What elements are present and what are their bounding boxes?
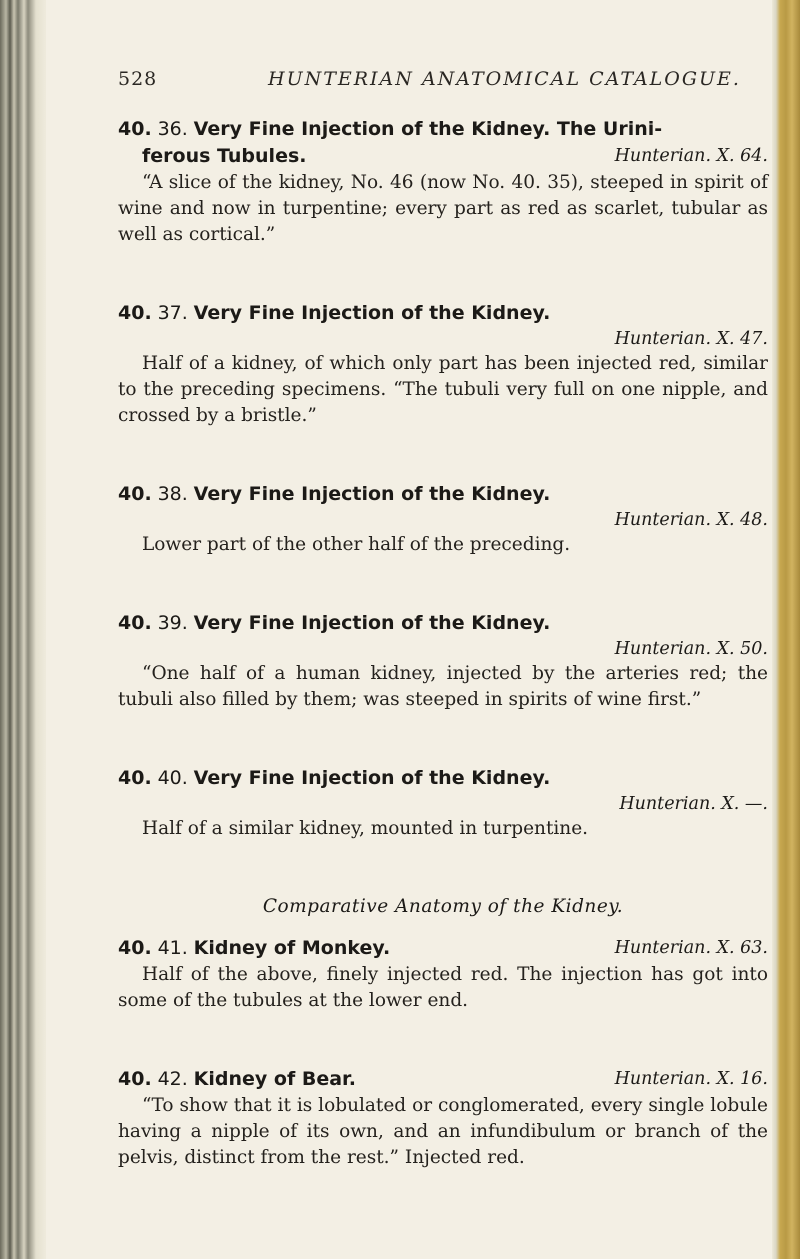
running-head [118, 62, 768, 102]
entry-heading [118, 116, 768, 170]
entry-description: “To show that it is lobulated or conglomerated, every single lobule having a nipple of its own, and an infundibulum or branch of the pelvis, distinct from the rest.” Injected red. [118, 1095, 768, 1168]
entry-heading [118, 1066, 768, 1093]
entry-heading [118, 481, 768, 508]
binding-shadow [0, 0, 46, 1259]
catalogue-entry-40-37 [118, 300, 768, 429]
entry-source: Hunterian. X. 16. [614, 1069, 768, 1089]
entry-heading [118, 765, 768, 792]
section-heading: Comparative Anatomy of the Kidney. [262, 896, 624, 917]
entry-title-continued: ferous Tubules. [142, 145, 307, 167]
catalogue-page [118, 62, 768, 1171]
entry-description: “A slice of the kidney, No. 46 (now No. 40. 35), steeped in spirit of wine and now in turpentine; every part as red as scarlet, tubular as well as cortical.” [118, 172, 768, 245]
entry-title: Very Fine Injection of the Kidney. [193, 302, 551, 324]
entry-number: 38. [157, 483, 188, 505]
entry-source: Hunterian. X. 48. [614, 510, 768, 530]
entry-source: Hunterian. X. 63. [614, 938, 768, 958]
entry-title: Very Fine Injection of the Kidney. [193, 483, 551, 505]
entry-code: 40. [118, 612, 152, 634]
catalogue-entry-40-40 [118, 765, 768, 842]
entry-heading [118, 935, 768, 962]
catalogue-entry-40-39 [118, 610, 768, 713]
entry-number: 40. [157, 767, 188, 789]
entry-title: Very Fine Injection of the Kidney. [193, 612, 551, 634]
entry-code: 40. [118, 302, 152, 324]
entry-description: Half of a similar kidney, mounted in turpentine. [142, 818, 589, 839]
entry-number: 36. [157, 118, 188, 140]
entry-description: Lower part of the other half of the preceding. [142, 534, 571, 555]
entry-heading [118, 300, 768, 327]
catalogue-entry-40-38 [118, 481, 768, 558]
page-number: 528 [118, 68, 158, 90]
entry-title: Kidney of Bear. [193, 1068, 356, 1090]
entry-source: Hunterian. X. 47. [614, 329, 768, 349]
entry-number: 37. [157, 302, 188, 324]
entry-number: 39. [157, 612, 188, 634]
entry-source: Hunterian. X. 50. [614, 639, 768, 659]
entry-description: “One half of a human kidney, injected by the arteries red; the tubuli also filled by them; was steeped in spirits of wine first.” [118, 663, 768, 710]
entry-description: Half of the above, finely injected red. The injection has got into some of the tubules at the lower end. [118, 964, 768, 1011]
entry-source: Hunterian. X. —. [619, 794, 768, 814]
running-title: HUNTERIAN ANATOMICAL CATALOGUE. [268, 68, 741, 90]
catalogue-entry-40-42 [118, 1066, 768, 1171]
entry-title: Very Fine Injection of the Kidney. [193, 767, 551, 789]
adjacent-page-edge [772, 0, 800, 1259]
entry-heading [118, 610, 768, 637]
entry-code: 40. [118, 767, 152, 789]
entry-number: 41. [157, 937, 188, 959]
entry-source: Hunterian. X. 64. [614, 146, 768, 166]
entry-code: 40. [118, 1068, 152, 1090]
entry-code: 40. [118, 483, 152, 505]
entry-title: Very Fine Injection of the Kidney. The Urini- [193, 118, 663, 140]
entry-title: Kidney of Monkey. [193, 937, 391, 959]
entry-code: 40. [118, 937, 152, 959]
catalogue-entry-40-41 [118, 935, 768, 1014]
catalogue-entry-40-36 [118, 116, 768, 248]
entry-description: Half of a kidney, of which only part has been injected red, similar to the preceding specimens. “The tubuli very full on one nipple, and crossed by a bristle.” [118, 353, 768, 426]
entry-code: 40. [118, 118, 152, 140]
entry-number: 42. [157, 1068, 188, 1090]
